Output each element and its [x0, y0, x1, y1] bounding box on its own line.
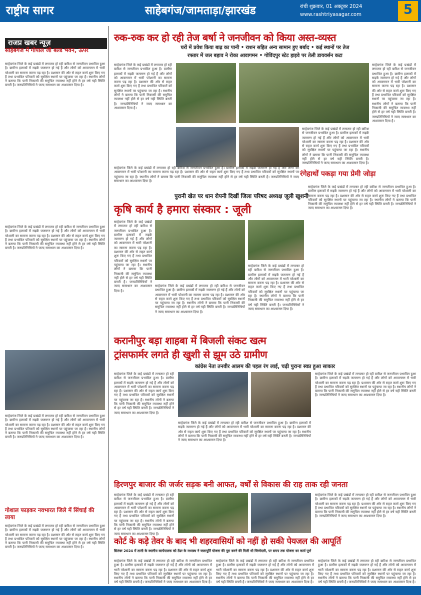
website: www.rashtriyasagar.com	[300, 12, 362, 18]
lead-body-col-4: साहेबगंज जिले के कई प्रखंडों में लगातार हो रही बारिश से जनजीवन प्रभावित हुआ है। ग्रामीण इलाकों में सड़कें जलमग्न हो गई हैं और लोगों को आवागमन में भारी परेशानी का सामना करना पड़ रहा है। प्रशासन की ओर से राहत कार्य शुरू किए गए हैं तथा प्रभावित परिवारों को सुरक्षित स्थानों पर पहुंचाया जा रहा है। स्थानीय लोगों ने बताया कि पानी निकासी की समुचित व्यवस्था नहीं होने से हर वर्ष यही स्थिति बनती है। जनप्रतिनिधियों ने जल्द समाधान का आश्वासन दिया है।	[372, 63, 416, 123]
feature-headline: कृषि कार्य है हमारा संस्कार : जूली	[114, 203, 252, 216]
lead-photo-3	[176, 127, 236, 167]
lead-body-lower: साहेबगंज जिले के कई प्रखंडों में लगातार हो रही बारिश से जनजीवन प्रभावित हुआ है। ग्रामीण इलाकों में सड़कें जलमग्न हो गई हैं और लोगों को आवागमन में भारी परेशानी का सामना करना पड़ रहा है। प्रशासन की ओर से राहत कार्य शुरू किए गए हैं तथा प्रभावित परिवारों को सुरक्षित स्थानों पर पहुंचाया जा रहा है। स्थानीय लोगों ने बताया कि पानी निकासी की समुचित व्यवस्था नहीं होने से हर वर्ष यही स्थिति बनती है। जनप्रतिनिधियों ने जल्द समाधान का आश्वासन दिया है।	[114, 166, 299, 183]
power-body-col-3: साहेबगंज जिले के कई प्रखंडों में लगातार हो रही बारिश से जनजीवन प्रभावित हुआ है। ग्रामीण इलाकों में सड़कें जलमग्न हो गई हैं और लोगों को आवागमन में भारी परेशानी का सामना करना पड़ रहा है। प्रशासन की ओर से राहत कार्य शुरू किए गए हैं तथा प्रभावित परिवारों को सुरक्षित स्थानों पर पहुंचाया जा रहा है। स्थानीय लोगों ने बताया कि पानी निकासी की समुचित व्यवस्था नहीं होने से हर वर्ष यही स्थिति बनती है। जनप्रतिनिधियों ने जल्द समाधान का आश्वासन दिया है।	[315, 372, 416, 398]
sidebar-section-label: राजप्र खबर न्यूज़	[5, 38, 107, 49]
sidebar-body-4: साहेबगंज जिले के कई प्रखंडों में लगातार हो रही बारिश से जनजीवन प्रभावित हुआ है। ग्रामीण इलाकों में सड़कें जलमग्न हो गई हैं और लोगों को आवागमन में भारी परेशानी का सामना करना पड़ रहा है। प्रशासन की ओर से राहत कार्य शुरू किए गए हैं तथा प्रभावित परिवारों को सुरक्षित स्थानों पर पहुंचाया जा रहा है। स्थानीय लोगों ने बताया कि पानी निकासी की समुचित व्यवस्था नहीं होने से हर वर्ष यही स्थिति बनती है। जनप्रतिनिधियों ने जल्द समाधान का आश्वासन दिया है।	[5, 524, 105, 550]
power-headline-1: करानीपुर बड़ा शाहबा में बिजली संकट खत्म	[114, 336, 267, 347]
road-photo-1	[178, 493, 248, 533]
road-body-col-3: साहेबगंज जिले के कई प्रखंडों में लगातार हो रही बारिश से जनजीवन प्रभावित हुआ है। ग्रामीण इलाकों में सड़कें जलमग्न हो गई हैं और लोगों को आवागमन में भारी परेशानी का सामना करना पड़ रहा है। प्रशासन की ओर से राहत कार्य शुरू किए गए हैं तथा प्रभावित परिवारों को सुरक्षित स्थानों पर पहुंचाया जा रहा है। स्थानीय लोगों ने बताया कि पानी निकासी की समुचित व्यवस्था नहीं होने से हर वर्ष यही स्थिति बनती है। जनप्रतिनिधियों ने जल्द समाधान का आश्वासन दिया है।	[315, 493, 416, 519]
lead-photo-1	[176, 63, 236, 123]
power-headline-2: ट्रांसफार्मर लगते ही खुशी से झूम उठे ग्रामीण	[114, 350, 268, 361]
footer-bar	[0, 586, 421, 595]
feature-body-col-3: साहेबगंज जिले के कई प्रखंडों में लगातार हो रही बारिश से जनजीवन प्रभावित हुआ है। ग्रामीण इलाकों में सड़कें जलमग्न हो गई हैं और लोगों को आवागमन में भारी परेशानी का सामना करना पड़ रहा है। प्रशासन की ओर से राहत कार्य शुरू किए गए हैं तथा प्रभावित परिवारों को सुरक्षित स्थानों पर पहुंचाया जा रहा है। स्थानीय लोगों ने बताया कि पानी निकासी की समुचित व्यवस्था नहीं होने से हर वर्ष यही स्थिति बनती है। जनप्रतिनिधियों ने जल्द समाधान का आश्वासन दिया है।	[248, 264, 304, 311]
side-story-body: साहेबगंज जिले के कई प्रखंडों में लगातार हो रही बारिश से जनजीवन प्रभावित हुआ है। ग्रामीण इलाकों में सड़कें जलमग्न हो गई हैं और लोगों को आवागमन में भारी परेशानी का सामना करना पड़ रहा है। प्रशासन की ओर से राहत कार्य शुरू किए गए हैं तथा प्रभावित परिवारों को सुरक्षित स्थानों पर पहुंचाया जा रहा है। स्थानीय लोगों ने बताया कि पानी निकासी की समुचित व्यवस्था नहीं होने से हर वर्ष यही स्थिति बनती है। जनप्रतिनिधियों ने जल्द समाधान का आश्वासन दिया है।	[308, 185, 416, 211]
sidebar-body-2: साहेबगंज जिले के कई प्रखंडों में लगातार हो रही बारिश से जनजीवन प्रभावित हुआ है। ग्रामीण इलाकों में सड़कें जलमग्न हो गई हैं और लोगों को आवागमन में भारी परेशानी का सामना करना पड़ रहा है। प्रशासन की ओर से राहत कार्य शुरू किए गए हैं तथा प्रभावित परिवारों को सुरक्षित स्थानों पर पहुंचाया जा रहा है। स्थानीय लोगों ने बताया कि पानी निकासी की समुचित व्यवस्था नहीं होने से हर वर्ष यही स्थिति बनती है। जनप्रतिनिधियों ने जल्द समाधान का आश्वासन दिया है।	[5, 225, 105, 251]
sidebar-body-1: साहेबगंज जिले के कई प्रखंडों में लगातार हो रही बारिश से जनजीवन प्रभावित हुआ है। ग्रामीण इलाकों में सड़कें जलमग्न हो गई हैं और लोगों को आवागमन में भारी परेशानी का सामना करना पड़ रहा है। प्रशासन की ओर से राहत कार्य शुरू किए गए हैं तथा प्रभावित परिवारों को सुरक्षित स्थानों पर पहुंचाया जा रहा है। स्थानीय लोगों ने बताया कि पानी निकासी की समुचित व्यवस्था नहीं होने से हर वर्ष यही स्थिति बनती है। जनप्रतिनिधियों ने जल्द समाधान का आश्वासन दिया है।	[5, 62, 105, 88]
section-name: साहेबगंज/जामताड़ा/झारखंड	[145, 4, 256, 17]
power-photo-2	[251, 372, 311, 417]
court-body-col-1: साहेबगंज जिले के कई प्रखंडों में लगातार हो रही बारिश से जनजीवन प्रभावित हुआ है। ग्रामीण इलाकों में सड़कें जलमग्न हो गई हैं और लोगों को आवागमन में भारी परेशानी का सामना करना पड़ रहा है। प्रशासन की ओर से राहत कार्य शुरू किए गए हैं तथा प्रभावित परिवारों को सुरक्षित स्थानों पर पहुंचाया जा रहा है। स्थानीय लोगों ने बताया कि पानी निकासी की समुचित व्यवस्था नहीं होने से हर वर्ष यही स्थिति बनती है। जनप्रतिनिधियों ने जल्द समाधान का आश्वासन दिया है।	[114, 559, 212, 585]
sidebar-photo	[5, 350, 105, 410]
page-number: 5	[398, 1, 418, 21]
lead-headline: रुक-रुक कर हो रही तेज बर्षा ने जनजीवन को किया अस्त-व्यस्त	[114, 33, 336, 44]
sidebar-bottom-head: गोशाल फाड़कर नवभारत जिले में सिंचाई की लाया	[5, 508, 95, 521]
photo-caption-strip: पुरानी खेत पर धान रोपनी दिखीं जिला परिषद अध्यक्ष जूली खुशनी	[174, 194, 309, 200]
feature-body-col-1: साहेबगंज जिले के कई प्रखंडों में लगातार हो रही बारिश से जनजीवन प्रभावित हुआ है। ग्रामीण इलाकों में सड़कें जलमग्न हो गई हैं और लोगों को आवागमन में भारी परेशानी का सामना करना पड़ रहा है। प्रशासन की ओर से राहत कार्य शुरू किए गए हैं तथा प्रभावित परिवारों को सुरक्षित स्थानों पर पहुंचाया जा रहा है। स्थानीय लोगों ने बताया कि पानी निकासी की समुचित व्यवस्था नहीं होने से हर वर्ष यही स्थिति बनती है। जनप्रतिनिधियों ने जल्द समाधान का आश्वासन दिया है।	[114, 220, 152, 293]
road-photo-2	[251, 493, 311, 533]
dateline: रांची शुक्रवार, 01 अक्टूबर 2024	[300, 4, 363, 10]
court-headline: कोर्ट के कड़े तेवर के बाद भी शहरवासियों को नहीं हो सकी पेयजल की आपूर्ति	[114, 536, 341, 546]
feature-photo	[155, 220, 245, 280]
lead-body-col-1: साहेबगंज जिले के कई प्रखंडों में लगातार हो रही बारिश से जनजीवन प्रभावित हुआ है। ग्रामीण इलाकों में सड़कें जलमग्न हो गई हैं और लोगों को आवागमन में भारी परेशानी का सामना करना पड़ रहा है। प्रशासन की ओर से राहत कार्य शुरू किए गए हैं तथा प्रभावित परिवारों को सुरक्षित स्थानों पर पहुंचाया जा रहा है। स्थानीय लोगों ने बताया कि पानी निकासी की समुचित व्यवस्था नहीं होने से हर वर्ष यही स्थिति बनती है। जनप्रतिनिधियों ने जल्द समाधान का आश्वासन दिया है।	[114, 63, 172, 110]
feature-side-headline: रंगेहाथों पकड़ा गया प्रेमी जोड़ा	[300, 170, 376, 178]
feature-body-col-2: साहेबगंज जिले के कई प्रखंडों में लगातार हो रही बारिश से जनजीवन प्रभावित हुआ है। ग्रामीण इलाकों में सड़कें जलमग्न हो गई हैं और लोगों को आवागमन में भारी परेशानी का सामना करना पड़ रहा है। प्रशासन की ओर से राहत कार्य शुरू किए गए हैं तथा प्रभावित परिवारों को सुरक्षित स्थानों पर पहुंचाया जा रहा है। स्थानीय लोगों ने बताया कि पानी निकासी की समुचित व्यवस्था नहीं होने से हर वर्ष यही स्थिति बनती है। जनप्रतिनिधियों ने जल्द समाधान का आश्वासन दिया है।	[155, 284, 245, 314]
paper-name: राष्ट्रीय सागर	[6, 4, 54, 17]
road-headline: हिरणपुर बाजार की जर्जर सड़क बनी आफत, वर्षों से विकास की राह ताक रही जनता	[114, 480, 348, 489]
court-subhead: सितंबर 2024 में ताली के स्थानीय कार्यपालक को टेंडर के मध्यस्थ ने जलापूर्ति योजना की पूरा करने की मिली थी जिम्मेदारी, पर समय तक योजना का कार्य पूर्ण	[114, 549, 312, 553]
lead-photo-2	[239, 63, 369, 123]
court-body-col-3: साहेबगंज जिले के कई प्रखंडों में लगातार हो रही बारिश से जनजीवन प्रभावित हुआ है। ग्रामीण इलाकों में सड़कें जलमग्न हो गई हैं और लोगों को आवागमन में भारी परेशानी का सामना करना पड़ रहा है। प्रशासन की ओर से राहत कार्य शुरू किए गए हैं तथा प्रभावित परिवारों को सुरक्षित स्थानों पर पहुंचाया जा रहा है। स्थानीय लोगों ने बताया कि पानी निकासी की समुचित व्यवस्था नहीं होने से हर वर्ष यही स्थिति बनती है। जनप्रतिनिधियों ने जल्द समाधान का आश्वासन दिया है।	[318, 559, 416, 585]
lead-subhead-2: रफ्तार में जल बहाव ने रोका आवागमन • गोविंदपुर स्टेट हाइवे पर तेली डायवर्सन कटा	[187, 53, 343, 59]
feature-photo-2	[248, 220, 304, 260]
power-subhead: कांग्रेस नेता तनवीर आलम की पहल रंग लाई, चढ़ी पुराना स्वप्न हुआ साकार	[194, 364, 336, 370]
power-body-col-1: साहेबगंज जिले के कई प्रखंडों में लगातार हो रही बारिश से जनजीवन प्रभावित हुआ है। ग्रामीण इलाकों में सड़कें जलमग्न हो गई हैं और लोगों को आवागमन में भारी परेशानी का सामना करना पड़ रहा है। प्रशासन की ओर से राहत कार्य शुरू किए गए हैं तथा प्रभावित परिवारों को सुरक्षित स्थानों पर पहुंचाया जा रहा है। स्थानीय लोगों ने बताया कि पानी निकासी की समुचित व्यवस्था नहीं होने से हर वर्ष यही स्थिति बनती है। जनप्रतिनिधियों ने जल्द समाधान का आश्वासन दिया है।	[114, 372, 174, 415]
power-body-col-2: साहेबगंज जिले के कई प्रखंडों में लगातार हो रही बारिश से जनजीवन प्रभावित हुआ है। ग्रामीण इलाकों में सड़कें जलमग्न हो गई हैं और लोगों को आवागमन में भारी परेशानी का सामना करना पड़ रहा है। प्रशासन की ओर से राहत कार्य शुरू किए गए हैं तथा प्रभावित परिवारों को सुरक्षित स्थानों पर पहुंचाया जा रहा है। स्थानीय लोगों ने बताया कि पानी निकासी की समुचित व्यवस्था नहीं होने से हर वर्ष यही स्थिति बनती है। जनप्रतिनिधियों ने जल्द समाधान का आश्वासन दिया है।	[178, 421, 311, 443]
sidebar-rule	[108, 26, 109, 584]
lead-body-col-3: साहेबगंज जिले के कई प्रखंडों में लगातार हो रही बारिश से जनजीवन प्रभावित हुआ है। ग्रामीण इलाकों में सड़कें जलमग्न हो गई हैं और लोगों को आवागमन में भारी परेशानी का सामना करना पड़ रहा है। प्रशासन की ओर से राहत कार्य शुरू किए गए हैं तथा प्रभावित परिवारों को सुरक्षित स्थानों पर पहुंचाया जा रहा है। स्थानीय लोगों ने बताया कि पानी निकासी की समुचित व्यवस्था नहीं होने से हर वर्ष यही स्थिति बनती है। जनप्रतिनिधियों ने जल्द समाधान का आश्वासन दिया है।	[302, 127, 369, 166]
lead-subhead-1: घरों में प्रवेश किया बाढ़ का पानी • राशन सहित अन्य सामान हुए बर्बाद • कई स्थानों पर तेज	[180, 45, 350, 51]
road-body-col-1: साहेबगंज जिले के कई प्रखंडों में लगातार हो रही बारिश से जनजीवन प्रभावित हुआ है। ग्रामीण इलाकों में सड़कें जलमग्न हो गई हैं और लोगों को आवागमन में भारी परेशानी का सामना करना पड़ रहा है। प्रशासन की ओर से राहत कार्य शुरू किए गए हैं तथा प्रभावित परिवारों को सुरक्षित स्थानों पर पहुंचाया जा रहा है। स्थानीय लोगों ने बताया कि पानी निकासी की समुचित व्यवस्था नहीं होने से हर वर्ष यही स्थिति बनती है। जनप्रतिनिधियों ने जल्द समाधान का आश्वासन दिया है।	[114, 493, 174, 536]
sidebar-headline: साहेबगंज में गोपाल जी बल्ड भवन, ऊपर	[5, 48, 89, 54]
court-body-col-2: साहेबगंज जिले के कई प्रखंडों में लगातार हो रही बारिश से जनजीवन प्रभावित हुआ है। ग्रामीण इलाकों में सड़कें जलमग्न हो गई हैं और लोगों को आवागमन में भारी परेशानी का सामना करना पड़ रहा है। प्रशासन की ओर से राहत कार्य शुरू किए गए हैं तथा प्रभावित परिवारों को सुरक्षित स्थानों पर पहुंचाया जा रहा है। स्थानीय लोगों ने बताया कि पानी निकासी की समुचित व्यवस्था नहीं होने से हर वर्ष यही स्थिति बनती है। जनप्रतिनिधियों ने जल्द समाधान का आश्वासन दिया है।	[216, 559, 314, 585]
sidebar-body-3: साहेबगंज जिले के कई प्रखंडों में लगातार हो रही बारिश से जनजीवन प्रभावित हुआ है। ग्रामीण इलाकों में सड़कें जलमग्न हो गई हैं और लोगों को आवागमन में भारी परेशानी का सामना करना पड़ रहा है। प्रशासन की ओर से राहत कार्य शुरू किए गए हैं तथा प्रभावित परिवारों को सुरक्षित स्थानों पर पहुंचाया जा रहा है। स्थानीय लोगों ने बताया कि पानी निकासी की समुचित व्यवस्था नहीं होने से हर वर्ष यही स्थिति बनती है। जनप्रतिनिधियों ने जल्द समाधान का आश्वासन दिया है।	[5, 414, 105, 440]
lead-photo-4	[239, 127, 299, 167]
power-photo-1	[178, 372, 248, 417]
